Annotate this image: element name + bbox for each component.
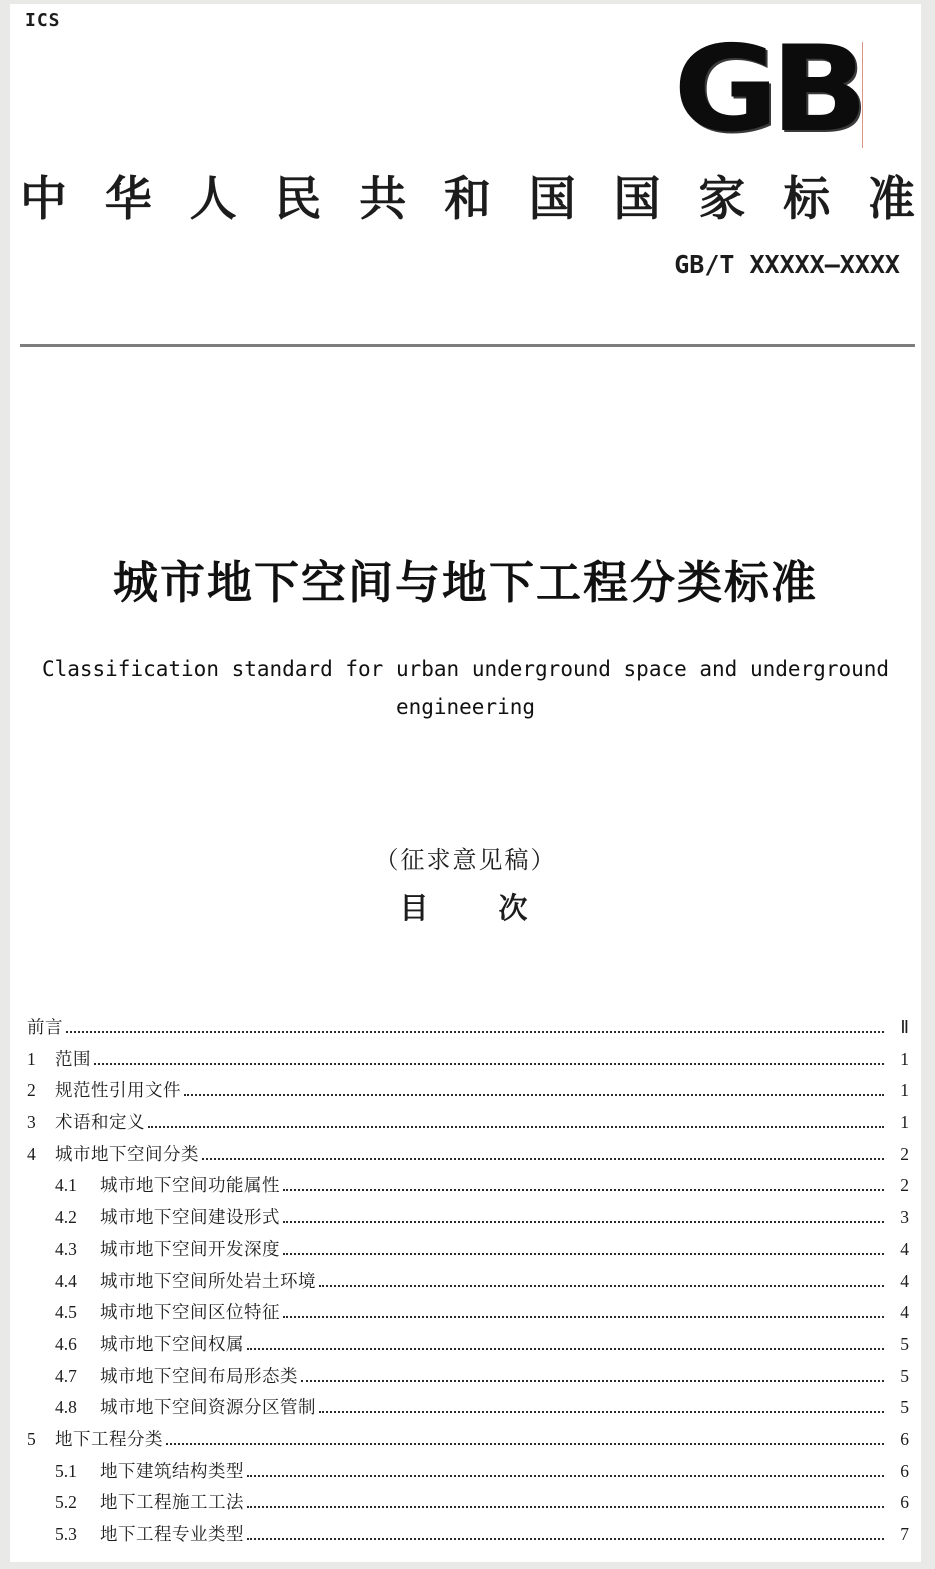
national-standard-title: 中华人民共和国国家标准 — [20, 174, 915, 226]
toc-entry-number: 4.7 — [55, 1365, 77, 1386]
toc-entry-page-number: 3 — [900, 1207, 909, 1228]
toc-entry-label: 城市地下空间区位特征 — [100, 1302, 280, 1323]
toc-dotted-leader — [247, 1475, 884, 1477]
toc-dotted-leader — [301, 1380, 884, 1382]
header-divider-rule — [20, 344, 915, 347]
toc-entry-number: 4.6 — [55, 1333, 77, 1354]
toc-entry-page-number: 6 — [900, 1460, 909, 1481]
toc-entry-label: 规范性引用文件 — [55, 1080, 181, 1101]
toc-entry — [27, 1044, 909, 1076]
toc-entry-label: 城市地下空间建设形式 — [100, 1207, 280, 1228]
toc-entry — [27, 1424, 909, 1456]
toc-entry-label: 地下工程专业类型 — [100, 1524, 244, 1544]
toc-dotted-leader — [166, 1443, 884, 1445]
toc-entry-number: 4.8 — [55, 1397, 77, 1418]
toc-entry-page-number: 6 — [900, 1428, 909, 1449]
toc-entry-label: 城市地下空间分类 — [55, 1143, 199, 1164]
toc-entry-label: 地下建筑结构类型 — [100, 1460, 244, 1481]
toc-dotted-leader — [283, 1316, 884, 1318]
toc-entry-page-number: 5 — [900, 1397, 909, 1418]
toc-entry-number: 4 — [27, 1143, 36, 1164]
toc-entry — [27, 1519, 909, 1551]
toc-dotted-leader — [202, 1158, 884, 1160]
toc-entry — [27, 1361, 909, 1393]
document-title-english-line2: engineering — [395, 695, 536, 719]
toc-dotted-leader — [148, 1126, 884, 1128]
toc-entry-label: 城市地下空间资源分区管制 — [100, 1397, 316, 1418]
toc-entry-label: 范围 — [55, 1048, 91, 1069]
toc-entry-page-number: 7 — [900, 1524, 909, 1544]
toc-entry-number: 5.2 — [55, 1492, 77, 1513]
toc-dotted-leader — [247, 1348, 884, 1350]
toc-entry-page-number: 6 — [900, 1492, 909, 1513]
toc-entry — [27, 1329, 909, 1361]
toc-entry-number: 3 — [27, 1112, 36, 1133]
toc-dotted-leader — [319, 1411, 884, 1413]
toc-entry — [27, 1456, 909, 1488]
standard-number: GB/T XXXXX—XXXX — [674, 250, 900, 279]
toc-entry — [27, 1107, 909, 1139]
toc-entry-label: 地下工程施工工法 — [100, 1492, 244, 1513]
toc-entry-number: 2 — [27, 1080, 36, 1101]
toc-entry — [27, 1234, 909, 1266]
toc-entry-page-number: 5 — [900, 1365, 909, 1386]
toc-entry — [27, 1297, 909, 1329]
toc-entry-number: 4.3 — [55, 1238, 77, 1259]
toc-dotted-leader — [66, 1031, 884, 1033]
toc-entry-label: 前言 — [27, 1017, 63, 1037]
toc-entry-number: 5.1 — [55, 1460, 77, 1481]
toc-entry-number: 1 — [27, 1048, 36, 1069]
toc-dotted-leader — [184, 1094, 884, 1096]
toc-entry — [27, 1075, 909, 1107]
gb-logo: GB — [673, 20, 860, 159]
toc-entry-page-number: 1 — [900, 1080, 909, 1101]
table-of-contents — [27, 1012, 909, 1551]
standard-cover-page — [10, 4, 921, 1562]
toc-entry-number: 5 — [27, 1428, 36, 1449]
toc-entry-page-number: 2 — [900, 1143, 909, 1164]
toc-dotted-leader — [283, 1253, 884, 1255]
toc-entry — [27, 1170, 909, 1202]
toc-entry-number: 4.2 — [55, 1207, 77, 1228]
red-line-artifact — [862, 42, 863, 148]
toc-entry-label: 城市地下空间功能属性 — [100, 1175, 280, 1196]
toc-entry-label: 城市地下空间布局形态类 — [100, 1365, 298, 1386]
toc-dotted-leader — [247, 1538, 884, 1540]
toc-entry-number: 4.5 — [55, 1302, 77, 1323]
toc-entry-label: 城市地下空间开发深度 — [100, 1238, 280, 1259]
toc-entry-label: 术语和定义 — [55, 1112, 145, 1133]
toc-entry — [27, 1266, 909, 1298]
toc-entry-number: 4.4 — [55, 1270, 77, 1291]
toc-entry-label: 城市地下空间权属 — [100, 1333, 244, 1354]
toc-entry-page-number: 2 — [900, 1175, 909, 1196]
toc-entry-page-number: 5 — [900, 1333, 909, 1354]
toc-dotted-leader — [283, 1221, 884, 1223]
toc-entry — [27, 1012, 909, 1044]
toc-entry-page-number: 4 — [900, 1302, 909, 1323]
toc-dotted-leader — [94, 1063, 884, 1065]
toc-entry-page-number: 1 — [900, 1112, 909, 1133]
draft-for-comments-note: （征求意见稿） — [374, 848, 557, 874]
toc-dotted-leader — [283, 1189, 884, 1191]
toc-entry-page-number: 4 — [900, 1238, 909, 1259]
toc-entry-page-number: 4 — [900, 1270, 909, 1291]
toc-entry-page-number: 1 — [900, 1048, 909, 1069]
toc-dotted-leader — [319, 1285, 884, 1287]
document-title-english-line1: Classification standard for urban underground space and underground — [41, 657, 890, 681]
toc-entry-number: 5.3 — [55, 1524, 77, 1544]
toc-entry — [27, 1392, 909, 1424]
document-title-chinese: 城市地下空间与地下工程分类标准 — [112, 556, 818, 609]
toc-entry-page-number: Ⅱ — [900, 1017, 909, 1037]
toc-heading: 目 次 — [399, 893, 532, 925]
toc-entry — [27, 1487, 909, 1519]
ics-label: ICS — [25, 10, 61, 31]
document-title-english — [10, 650, 921, 726]
toc-entry — [27, 1139, 909, 1171]
toc-entry-number: 4.1 — [55, 1175, 77, 1196]
toc-entry — [27, 1202, 909, 1234]
toc-entry-label: 城市地下空间所处岩土环境 — [100, 1270, 316, 1291]
toc-entry-label: 地下工程分类 — [55, 1428, 163, 1449]
toc-dotted-leader — [247, 1506, 884, 1508]
